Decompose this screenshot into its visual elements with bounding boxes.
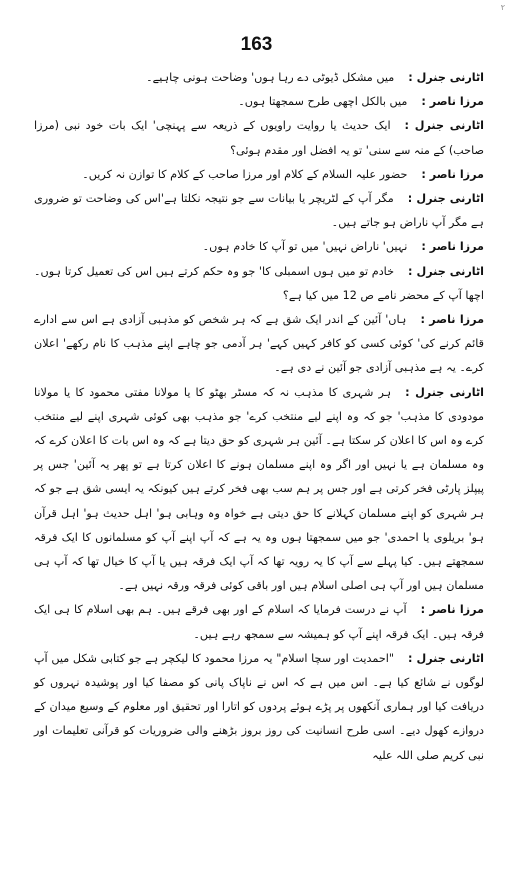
- dialogue-paragraph: [34, 187, 484, 235]
- speaker-label: اٹارنی جنرل :: [408, 71, 484, 84]
- speaker-label: اٹارنی جنرل :: [408, 264, 484, 278]
- speaker-label: مرزا ناصر :: [421, 240, 484, 254]
- dialogue-text: خادم تو میں ہوں اسمبلی کا' جو وہ حکم کرتے ہیں اس کی تعمیل کرتا ہوں۔ اچھا آپ کے محضر نامے ص 12 میں کیا ہے؟: [34, 264, 484, 302]
- page-number: 163: [240, 34, 273, 55]
- speaker-label: اٹارنی جنرل :: [408, 651, 484, 665]
- dialogue-text: میں بالکل اچھی طرح سمجھتا ہوں۔: [238, 95, 408, 109]
- speaker-label: اٹارنی جنرل :: [407, 192, 484, 206]
- speaker-label: مرزا ناصر :: [421, 95, 484, 109]
- dialogue-text: آپ نے درست فرمایا کہ اسلام کے اور بھی فرقے ہیں۔ ہم بھی اسلام کا ہی ایک فرقہ ہیں۔ ایک فرقہ اپنے آپ کو ہمیشہ سے سمجھ رہے ہیں۔: [34, 603, 484, 641]
- dialogue-text: حضور علیہ السلام کے کلام اور مرزا صاحب کے کلام کا توازن نہ کریں۔: [82, 167, 408, 181]
- dialogue-paragraph: [34, 647, 484, 768]
- dialogue-text: مگر آپ کے لٹریچر یا بیانات سے جو نتیجہ نکلتا ہے'اس کی وضاحت تو ضروری ہے مگر آپ ناراض ہو جاتے ہیں۔: [34, 192, 484, 230]
- speaker-label: اٹارنی جنرل :: [404, 119, 484, 133]
- dialogue-text: "احمدیت اور سچا اسلام" یہ مرزا محمود کا لیکچر ہے جو کتابی شکل میں آپ لوگوں نے شائع کیا ہے۔ اس میں ہے کہ اس نے ناپاک پانی کو مصفا کیا اور پوشیدہ نہروں کو دریافت کیا اور ہماری آنکھوں پر پڑے ہوئے پردوں کو اتارا اور تحقیق اور معلوم کے وسیع میدان کے دروازے کھول دیے۔ اسی طرح انسانیت کی روز بروز بڑھنے والی ضروریات کو قرآنی تعلیمات اور نبی کریم صلی اللہ علیہ: [34, 651, 484, 762]
- body-text: [34, 66, 484, 768]
- dialogue-paragraph: [34, 66, 484, 90]
- dialogue-paragraph: [34, 163, 484, 187]
- dialogue-text: نہیں' ناراض نہیں' میں تو آپ کا خادم ہوں۔: [202, 240, 408, 254]
- corner-mark: ٢: [500, 3, 505, 12]
- speaker-label: مرزا ناصر :: [420, 313, 484, 327]
- speaker-label: مرزا ناصر :: [421, 167, 484, 181]
- dialogue-paragraph: [34, 260, 484, 308]
- dialogue-paragraph: [34, 235, 484, 259]
- speaker-label: مرزا ناصر :: [420, 603, 484, 617]
- dialogue-text: ہاں' آئین کے اندر ایک شق ہے کہ ہر شخص کو مذہبی آزادی ہے اس سے ادارے قائم کرنے کی' کوئی کسی کو کافر کہیں کہے' ہر آدمی جو چاہے اپنے مذہب کا نام رکھے' اعلان کرے۔ یہ ہے مذہبی آزادی جو آئین نے دی ہے۔: [34, 313, 484, 375]
- dialogue-text: ہر شہری کا مذہب نہ کہ مسٹر بھٹو کا یا مولانا مفتی محمود کا یا مولانا مودودی کا مذہب' جو کہ وہ اپنے لیے منتخب کرے' جو مذہب بھی کوئی شہری اپنے لیے منتخب کرے وہ اس کا اعلان کر سکتا ہے۔ آئین ہر شہری کو حق دیتا ہے کہ وہ اس بات کا اعلان کرے کہ وہ مسلمان ہے یا نہیں اور اگر وہ اپنے مسلمان ہونے کا اعلان کرتا ہے تو پھر یہ آئین' جس پر پیپلز پارٹی فخر کرتی ہے اور جس پر ہم سب بھی فخر کرتے ہیں کیونکہ یہ ایسی شق ہے جو کہ ہر شہری کو اپنے مسلمان کہلانے کا حق دیتی ہے خواہ وہ وہابی ہو' اہل حدیث ہو' اہل قرآن ہو' بریلوی یا احمدی' جو میں سمجھتا ہوں وہ یہ ہے کہ آپ اپنے آپ کو مسلمانوں کا ایک فرقہ سمجھتے ہیں۔ کیا پہلے سے آپ کا یہ رویہ تھا کہ آپ ایک فرقہ ہیں یا آپ کا خیال تھا کہ آپ ہی مسلمان ہیں اور آپ ہی اصلی اسلام ہیں اور باقی کوئی فرقہ ورقہ نہیں ہے۔: [34, 385, 484, 593]
- dialogue-paragraph: [34, 114, 484, 162]
- dialogue-text: ایک حدیث یا روایت راویوں کے ذریعہ سے پہنچی' ایک بات خود نبی (مرزا صاحب) کے منہ سے سنی' تو یہ افضل اور مقدم ہوئی؟: [34, 119, 484, 157]
- dialogue-text: میں مشکل ڈیوٹی دے رہا ہوں' وضاحت ہونی چاہیے۔: [146, 71, 395, 84]
- dialogue-paragraph: [34, 381, 484, 599]
- dialogue-paragraph: [34, 90, 484, 114]
- speaker-label: اٹارنی جنرل :: [405, 385, 484, 399]
- dialogue-paragraph: [34, 598, 484, 646]
- dialogue-paragraph: [34, 308, 484, 381]
